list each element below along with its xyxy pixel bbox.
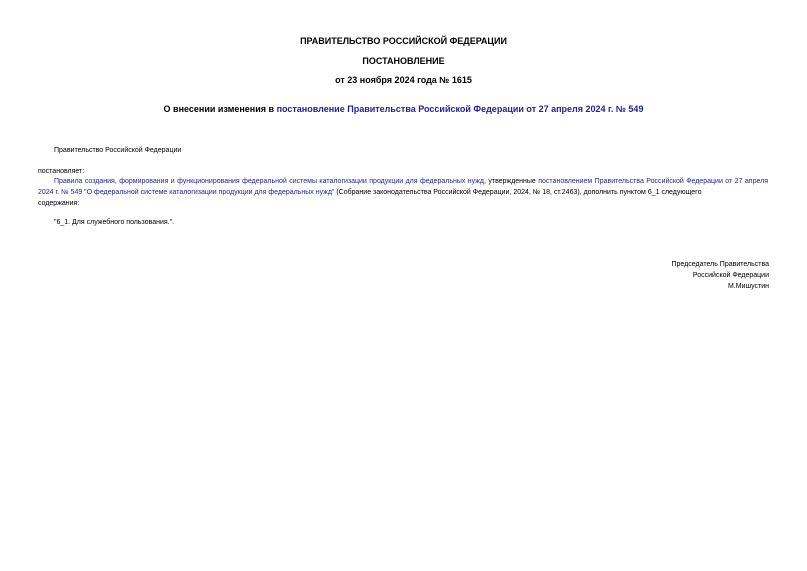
para-text-1: , утвержденные (484, 178, 539, 185)
quoted-item: "6_1. Для служебного пользования.". (54, 219, 175, 226)
document-type: ПОСТАНОВЛЕНИЕ (362, 56, 445, 66)
signature-position: Председатель Правительства (671, 261, 769, 268)
subject-link[interactable]: постановление Правительства Российской Федерации от 27 апреля 2024 г. № 549 (276, 104, 644, 114)
resolution-link[interactable]: постановлением Правительства Российской Федерации от 27 апреля 2024 г. № 549 "О федеральной системе каталогизации продукции для федеральных нужд" (38, 178, 768, 196)
issuer-text: Правительство Российской Федерации (54, 147, 182, 154)
subject-prefix: О внесении изменения в (163, 104, 277, 114)
signature-block (672, 259, 769, 292)
para-text-2: (Собрание законодательства Российской Федерации, 2024, № 18, ст.2463), дополнить пунктом 6_1 следующего (334, 189, 702, 196)
para-text-3: содержания: (38, 200, 80, 207)
signature-name: М.Мишустин (727, 283, 769, 290)
rules-link[interactable]: Правила создания, формирования и функционирования федеральной системы каталогизации продукции для федеральных нужд (54, 178, 484, 185)
document-subject (0, 104, 807, 114)
decrees-text: постановляет: (38, 168, 85, 175)
government-title: ПРАВИТЕЛЬСТВО РОССИЙСКОЙ ФЕДЕРАЦИИ (300, 36, 507, 46)
signature-org: Российской Федерации (692, 272, 769, 279)
document-date-number: от 23 ноября 2024 года № 1615 (335, 75, 472, 85)
main-paragraph (38, 176, 768, 209)
